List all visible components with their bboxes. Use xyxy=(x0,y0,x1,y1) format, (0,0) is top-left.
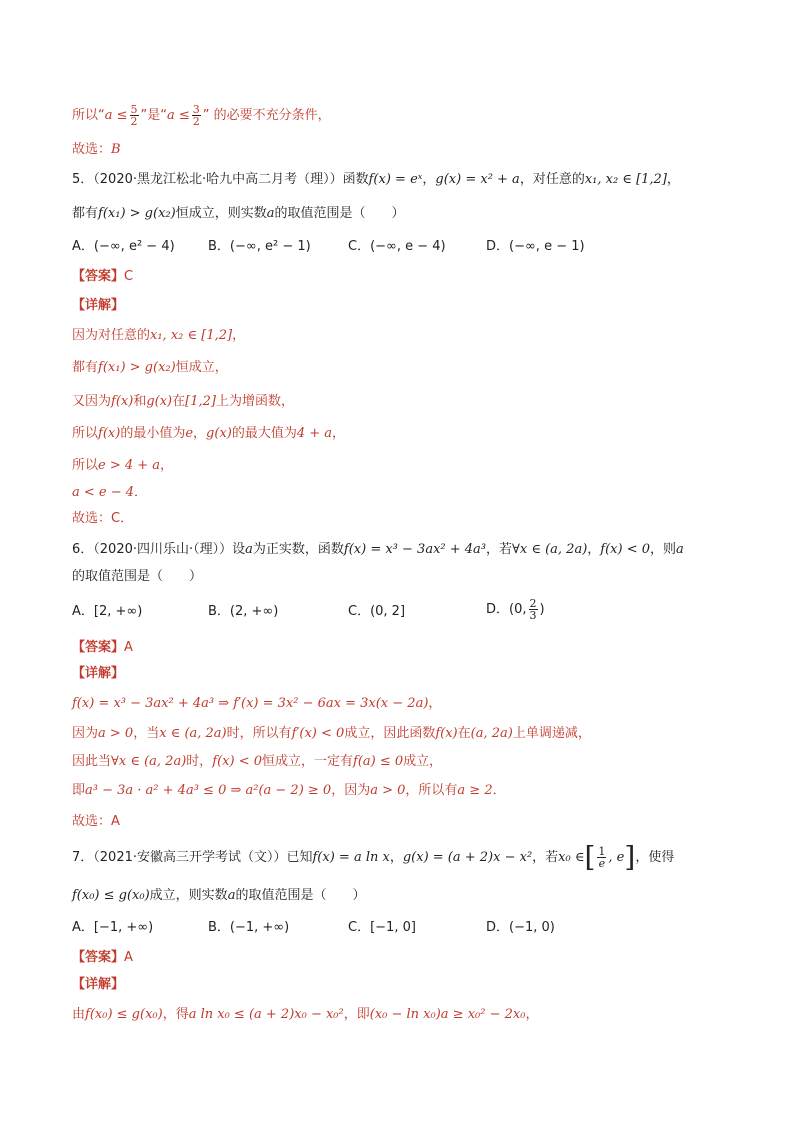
left-bracket: [ xyxy=(584,840,596,874)
q6-option-c: C．(0, 2] xyxy=(348,604,406,619)
text: 又因为 xyxy=(72,394,112,409)
q6-stem-line2: 的取值范围是（ ） xyxy=(72,569,203,584)
math: f(x) = x³ − 3ax² + 4a³ xyxy=(343,542,487,557)
fraction xyxy=(597,846,606,869)
q5-option-c: C．(−∞, e − 4) xyxy=(348,239,446,254)
math: f(a) ≤ 0 xyxy=(353,754,404,769)
q5-answer-line xyxy=(72,267,133,287)
text: 恒成立，则实数 xyxy=(175,206,267,221)
text: 成立， xyxy=(403,754,443,769)
text: ， xyxy=(422,172,436,187)
math: f(x₁) > g(x₂) xyxy=(98,360,176,375)
math: e xyxy=(185,426,194,441)
text: 即 xyxy=(72,783,86,798)
math: g(x) xyxy=(206,426,232,441)
math: 4 + a xyxy=(296,426,333,441)
math: f(x) = eˣ xyxy=(368,172,423,187)
denominator: 3 xyxy=(529,609,537,622)
math: f(x) xyxy=(111,394,134,409)
text: ) xyxy=(539,602,545,617)
text: 的最小值为 xyxy=(120,426,186,441)
text: 都有 xyxy=(72,206,99,221)
answer-label: 【答案】 xyxy=(72,950,125,965)
math: x ∈ (a, 2a) xyxy=(159,726,227,741)
q7-stem-line2 xyxy=(72,886,365,906)
detail-label: 【详解】 xyxy=(72,298,125,313)
math: f(x₀) ≤ g(x₀) xyxy=(72,888,150,903)
text: 在 xyxy=(172,394,186,409)
text: ，当 xyxy=(133,726,160,741)
q7-option-c: C．[−1, 0] xyxy=(348,920,416,935)
numerator: 2 xyxy=(529,597,537,610)
text: ， xyxy=(428,696,442,711)
text: 所以“ xyxy=(72,108,105,123)
q7-stem-line1 xyxy=(72,840,675,874)
text: ” 的必要不充分条件， xyxy=(202,108,331,123)
text: 所以 xyxy=(72,458,99,473)
text: 的取值范围是（ ） xyxy=(274,206,405,221)
q6-detail-5: 故选：A xyxy=(72,814,120,829)
math: x₀ ∈ xyxy=(558,850,585,865)
text: ，得 xyxy=(162,1007,189,1022)
math: a ≤ xyxy=(104,108,128,123)
math: (a, 2a) xyxy=(470,726,513,741)
text: 因此当 xyxy=(72,754,112,769)
answer-letter: C xyxy=(124,269,134,284)
answer-letter: A xyxy=(124,640,133,655)
math: f(x) < 0 xyxy=(212,754,262,769)
q5-detail-label xyxy=(72,296,124,316)
math: (x₀ − ln x₀)a ≥ x₀² − 2x₀ xyxy=(369,1007,526,1022)
math: f(x) = x³ − 3ax² + 4a³ ⇒ f′(x) = 3x² − 6ax = 3x(x − 2a) xyxy=(72,696,429,711)
text: 的取值范围是（ ） xyxy=(235,888,366,903)
math: x₁, x₂ ∈ [1,2] xyxy=(150,328,233,343)
math: a > 0 xyxy=(370,783,406,798)
math: e > 4 + a xyxy=(98,458,161,473)
math: f(x) xyxy=(98,426,121,441)
math: a ln x₀ ≤ (a + 2)x₀ − x₀² xyxy=(188,1007,344,1022)
numerator: 5 xyxy=(130,103,138,116)
fraction xyxy=(192,104,201,127)
math: f(x₁) > g(x₂) xyxy=(98,206,176,221)
text: 恒成立，一定有 xyxy=(262,754,354,769)
q7-option-d: D．(−1, 0) xyxy=(486,920,555,935)
q6-stem-line1 xyxy=(72,540,684,560)
text: 所以 xyxy=(72,426,99,441)
text: ， xyxy=(587,542,601,557)
text: 成立，因此函数 xyxy=(344,726,436,741)
detail-label: 【详解】 xyxy=(72,977,125,992)
math: g(x) xyxy=(146,394,173,409)
math: f(x) xyxy=(435,726,458,741)
math: a > 0 xyxy=(98,726,134,741)
q6-detail-3 xyxy=(72,752,442,772)
text: ， xyxy=(160,458,174,473)
text: 6．（2020·四川乐山·（理））设 xyxy=(72,542,246,557)
text: ， xyxy=(332,426,346,441)
text: 恒成立， xyxy=(175,360,228,375)
q6-answer-line xyxy=(72,638,133,658)
right-bracket: ] xyxy=(624,840,636,874)
math: [1,2] xyxy=(185,394,216,409)
q5-detail-1 xyxy=(72,326,245,346)
text: ， xyxy=(193,426,207,441)
math: x₁, x₂ ∈ [1,2] xyxy=(584,172,667,187)
text: 由 xyxy=(72,1007,86,1022)
q5-stem-line1 xyxy=(72,170,680,190)
math: f(x) = a ln x xyxy=(312,850,390,865)
math: a ≥ 2 xyxy=(457,783,493,798)
fraction xyxy=(529,598,538,621)
q7-detail-label xyxy=(72,975,124,995)
text: ． xyxy=(134,485,148,500)
denominator: 2 xyxy=(130,115,138,128)
q6-detail-1 xyxy=(72,694,441,714)
text: ， xyxy=(232,328,246,343)
text: ，即 xyxy=(343,1007,370,1022)
math: ∀x ∈ (a, 2a) xyxy=(111,754,187,769)
text: 的最大值为 xyxy=(231,426,297,441)
q6-detail-label xyxy=(72,664,124,684)
text: D．(0, xyxy=(486,602,527,617)
denominator: 2 xyxy=(192,115,200,128)
math: ∀x ∈ (a, 2a) xyxy=(512,542,588,557)
q5-detail-3 xyxy=(72,392,294,412)
q5-stem-line2 xyxy=(72,204,404,224)
text: 因为对任意的 xyxy=(72,328,151,343)
text: ，所以有 xyxy=(405,783,458,798)
q6-option-a: A．[2, +∞) xyxy=(72,604,143,619)
text: ，使得 xyxy=(635,850,675,865)
q5-detail-6 xyxy=(72,483,147,503)
math: a ≤ xyxy=(167,108,190,123)
text: ， xyxy=(389,850,403,865)
math: a xyxy=(245,542,253,557)
denominator: e xyxy=(598,857,606,870)
text: ，若 xyxy=(486,542,513,557)
fraction xyxy=(130,104,139,127)
text: 成立，则实数 xyxy=(149,888,228,903)
math: a xyxy=(227,888,236,903)
text: ，对任意的 xyxy=(519,172,585,187)
text: ， xyxy=(525,1007,539,1022)
math: a³ − 3a · a² + 4a³ ≤ 0 ⇒ a²(a − 2) ≥ 0 xyxy=(85,783,332,798)
q5-detail-4 xyxy=(72,424,345,444)
q7-detail-1 xyxy=(72,1005,538,1025)
text: 为正实数，函数 xyxy=(252,542,344,557)
text: 都有 xyxy=(72,360,99,375)
answer-letter: B xyxy=(111,142,121,157)
q6-option-b: B．(2, +∞) xyxy=(208,604,279,619)
choice-line xyxy=(72,140,121,160)
answer-label: 【答案】 xyxy=(72,640,125,655)
math: , e xyxy=(608,850,625,865)
q6-detail-4 xyxy=(72,781,506,801)
q5-detail-5 xyxy=(72,456,173,476)
text: ，若 xyxy=(532,850,559,865)
q5-option-d: D．(−∞, e − 1) xyxy=(486,239,585,254)
math: a < e − 4 xyxy=(72,485,135,500)
math: g(x) = x² + a xyxy=(435,172,520,187)
text: 在 xyxy=(457,726,471,741)
numerator: 1 xyxy=(598,845,606,858)
answer-label: 【答案】 xyxy=(72,269,125,284)
q5-detail-2 xyxy=(72,358,228,378)
conclusion-line xyxy=(72,104,331,127)
text: 和 xyxy=(133,394,147,409)
q7-option-b: B．(−1, +∞) xyxy=(208,920,290,935)
detail-label: 【详解】 xyxy=(72,666,125,681)
q7-answer-line xyxy=(72,948,133,968)
answer-letter: A xyxy=(124,950,133,965)
q7-option-a: A．[−1, +∞) xyxy=(72,920,154,935)
text: 因为 xyxy=(72,726,99,741)
text: ，则 xyxy=(650,542,677,557)
text: 时，所以有 xyxy=(226,726,292,741)
math: f(x₀) ≤ g(x₀) xyxy=(85,1007,163,1022)
text: 上单调递减， xyxy=(512,726,591,741)
q5-detail-7: 故选：C． xyxy=(72,511,134,526)
numerator: 3 xyxy=(192,103,200,116)
q5-option-b: B．(−∞, e² − 1) xyxy=(208,239,311,254)
math: a xyxy=(676,542,684,557)
text: 故选： xyxy=(72,142,112,157)
q5-option-a: A．(−∞, e² − 4) xyxy=(72,239,175,254)
text: ”是“ xyxy=(140,108,168,123)
math: f(x) < 0 xyxy=(600,542,651,557)
math: g(x) = (a + 2)x − x² xyxy=(402,850,533,865)
text: 7．（2021·安徽高三开学考试（文））已知 xyxy=(72,850,313,865)
text: ． xyxy=(492,783,506,798)
q6-option-d xyxy=(486,598,545,621)
math: f′(x) < 0 xyxy=(291,726,345,741)
math: a xyxy=(266,206,275,221)
text: 时， xyxy=(186,754,213,769)
text: ，因为 xyxy=(331,783,371,798)
q6-detail-2 xyxy=(72,724,591,744)
text: 上为增函数， xyxy=(215,394,294,409)
text: 5．（2020·黑龙江松北·哈九中高二月考（理））函数 xyxy=(72,172,369,187)
text: ， xyxy=(666,172,680,187)
